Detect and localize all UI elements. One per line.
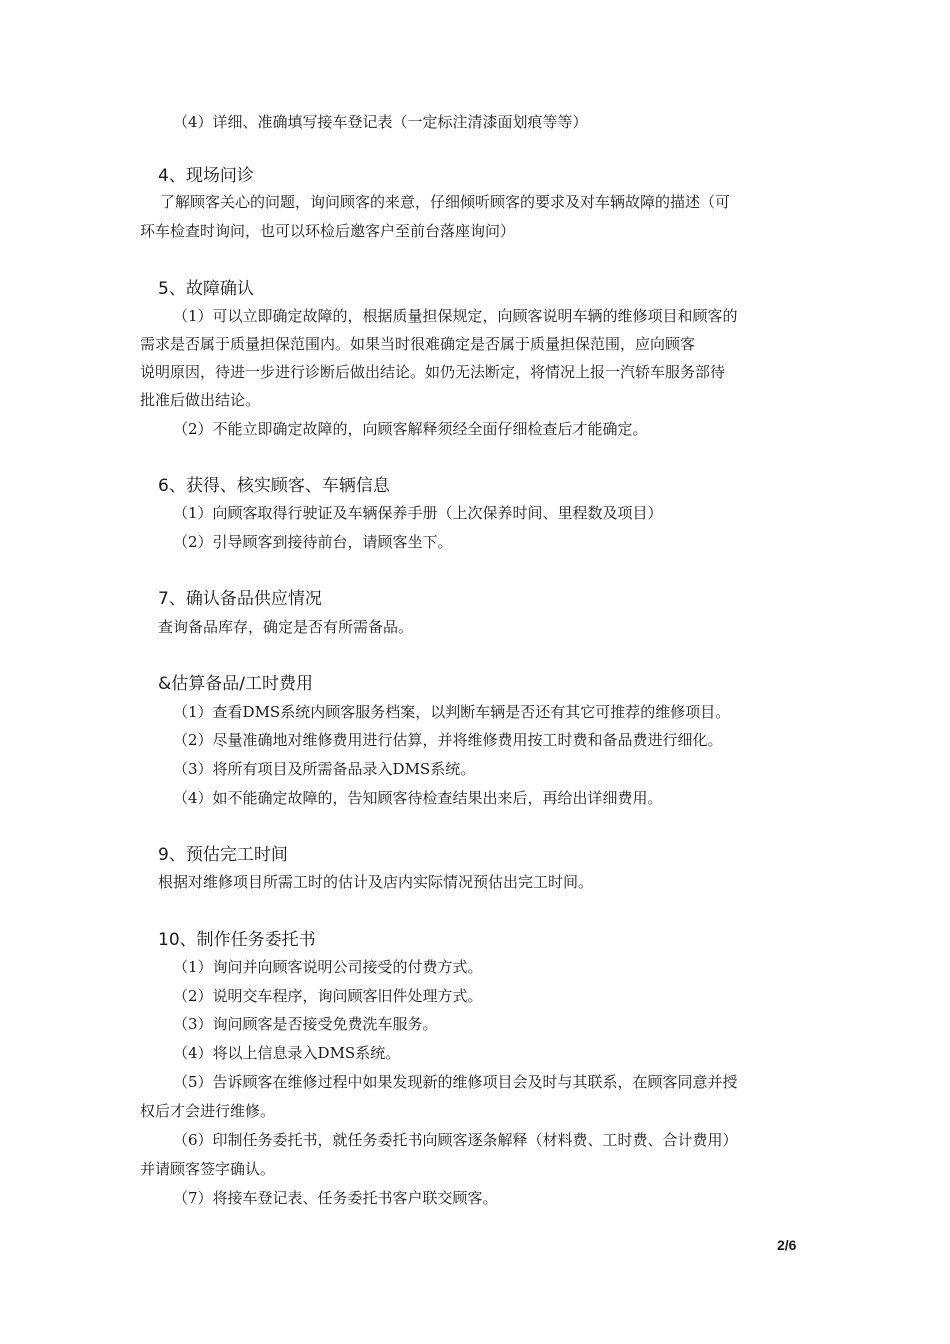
paragraph-line: （4）如不能确定故障的，告知顾客待检查结果出来后，再给出详细费用。 [173,789,663,807]
paragraph-line: （2）尽量准确地对维修费用进行估算，并将维修费用按工时费和备品费进行细化。 [173,731,723,749]
section-heading: 9、预估完工时间 [158,845,288,865]
paragraph-line: （3）询问顾客是否接受免费洗车服务。 [173,1015,438,1033]
section-heading: 5、故障确认 [158,279,254,299]
page-number: 2/6 [777,1237,797,1253]
section-heading: 7、确认备品供应情况 [158,589,322,609]
paragraph-line: （2）说明交车程序，询问顾客旧件处理方式。 [173,987,483,1005]
paragraph-line: 查询备品库存，确定是否有所需备品。 [158,618,414,636]
paragraph-line: （2）不能立即确定故障的，向顾客解释须经全面仔细检查后才能确定。 [173,420,648,438]
paragraph-line: （4）详细、准确填写接车登记表（一定标注清漆面划痕等等） [173,113,588,131]
paragraph-line: （4）将以上信息录入DMS系统。 [173,1044,401,1062]
paragraph-line: 说明原因，待进一步进行诊断后做出结论。如仍无法断定，将情况上报一汽轿车服务部待 [140,363,726,381]
paragraph-line: 了解顾客关心的问题，询问顾客的来意，仔细倾听顾客的要求及对车辆故障的描述（可 [160,193,731,211]
paragraph-line: （7）将接车登记表、任务委托书客户联交顾客。 [173,1189,498,1207]
section-heading: 4、现场问诊 [158,166,254,186]
paragraph-line: 根据对维修项目所需工时的估计及店内实际情况预估出完工时间。 [158,873,594,891]
section-heading: 6、获得、核实顾客、车辆信息 [158,476,390,496]
paragraph-line: 环车检查时询问，也可以环检后邀客户至前台落座询问） [140,222,516,240]
paragraph-line: （6）印制任务委托书，就任务委托书向顾客逐条解释（材料费、工时费、合计费用） [173,1131,738,1149]
paragraph-line: 需求是否属于质量担保范围内。如果当时很难确定是否属于质量担保范围，应向顾客 [140,335,696,353]
paragraph-line: 并请顾客签字确认。 [140,1160,276,1178]
paragraph-line: （2）引导顾客到接待前台，请顾客坐下。 [173,533,453,551]
paragraph-line: （3）将所有项目及所需备品录入DMS系统。 [173,760,476,778]
paragraph-line: （5）告诉顾客在维修过程中如果发现新的维修项目会及时与其联系，在顾客同意并授 [173,1073,738,1091]
paragraph-line: （1）可以立即确定故障的，根据质量担保规定，向顾客说明车辆的维修项目和顾客的 [173,307,738,325]
section-heading: 10、制作任务委托书 [158,930,316,950]
paragraph-line: （1）查看DMS系统内顾客服务档案，以判断车辆是否还有其它可推荐的维修项目。 [173,703,731,721]
section-heading: &估算备品/工时费用 [158,674,313,694]
paragraph-line: （1）询问并向顾客说明公司接受的付费方式。 [173,958,483,976]
paragraph-line: （1）向顾客取得行驶证及车辆保养手册（上次保养时间、里程数及项目） [173,504,663,522]
paragraph-line: 权后才会进行维修。 [140,1102,276,1120]
paragraph-line: 批准后做出结论。 [140,391,261,409]
